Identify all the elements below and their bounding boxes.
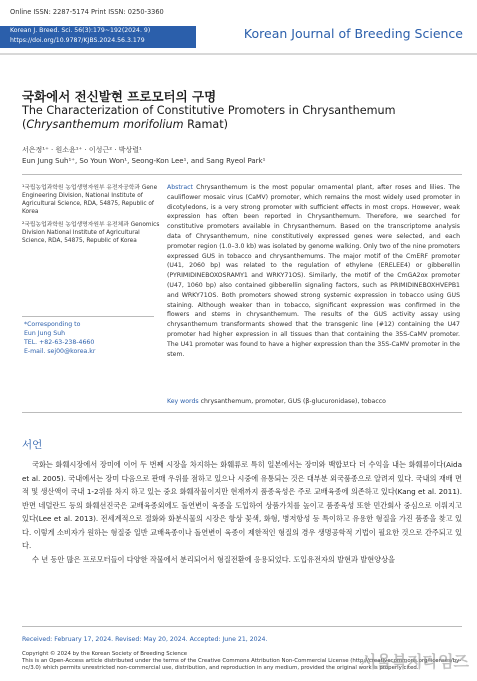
title-korean: 국화에서 전신발현 프로모터의 구명	[22, 89, 217, 104]
accepted-label: Accepted:	[189, 636, 221, 643]
intro-body	[22, 458, 462, 566]
license-text: This is an Open-Access article distributed under the terms of the Creative Commons Attribution Non-Commercial License (http://creativecommons.org/licenses/by-nc/3.0) which permits unrestricted non-commercial use, distribution, and reproduction in any medium, provided the original work is properly cited.	[22, 657, 462, 671]
citation-band	[0, 26, 196, 48]
authors-english: Eun Jung Suh¹⁺, So Youn Won¹, Seong-Kon Lee¹, and Sang Ryeol Park¹	[22, 157, 266, 165]
revised-date: May 20, 2024.	[143, 636, 188, 643]
keywords-divider	[22, 412, 462, 413]
affiliation-1: ¹국립농업과학원 농업생명자원부 유전자공학과 Gene Engineering Division, National Institute of Agricultural Science, RDA, 54875, Republic of Korea	[22, 185, 158, 215]
title-english	[22, 104, 462, 132]
correspondence-label: *Corresponding to	[24, 321, 81, 328]
watermark-logo: 서울복지타임즈	[360, 652, 469, 671]
keywords-text: chrysanthemum, promoter, GUS (β-glucuronidase), tobacco	[200, 398, 386, 405]
keywords	[167, 398, 460, 405]
authors-korean: 서은정¹⁺ · 원소윤¹⁺ · 이성근² · 박상렬¹	[22, 146, 142, 154]
correspondence-divider	[22, 316, 154, 317]
intro-paragraph-2: 수 년 동안 많은 프로모터들이 다양한 작물에서 분리되어서 형질전환에 응용되었다. 도입유전자의 발현과 발현양상을	[32, 554, 395, 564]
header-divider	[0, 53, 477, 55]
authors-divider	[22, 174, 462, 175]
footer-divider	[22, 626, 462, 627]
abstract-text: Chrysanthemum is the most popular ornamental plant, after roses and lilies. The cauliflower mosaic virus (CaMV) promoter, which remains the most widely used promoter in dicotyledons, is a very strong promoter with sufficient effects in most crops. However, weak expression has often been reported in Chrysanthemum. Therefore, we searched for constitutive promoters available in Chrysanthemum. Based on the transcriptome analysis data of Chrysanthemum, nine constitutively expressed genes were selected, and each promoter region (1.0–3.0 kb) was isolated by genome walking. Only two of the nine promoters expressed GUS in tobacco and chrysanthemums. The major motif of the CmERF promoter (U41, 2060 bp) was related to the regulation of ethylene (ERELEE4) or gibberellin (PYRIMIDINEBOXOSRAMY1 and WRKY71OS). Similarly, the motif of the CmGA2ox promoter (U47, 1060 bp) also contained gibberellin signaling factors, such as PRIMIDINEBOXHVEPB1 and WRKY71OS. Both promoters showed strong systemic expression in tobacco using GUS staining. Although weaker than in tobacco, significant expression was confirmed in the flowers and stems in chrysanthemum. The results of the GUS activity assay using chrysanthemum transformants showed that the transgenic line (#12) containing the U47 promoter had higher expression in all tissues than that containing the 35S-CaMV promoter. The U41 promoter was found to have a higher expression than the 35S-CaMV promoter in the stem.	[167, 184, 460, 358]
accepted-date: June 21, 2024.	[222, 636, 268, 643]
received-label: Received:	[22, 636, 53, 643]
issn-line: Online ISSN: 2287-5174 Print ISSN: 0250-3360	[10, 8, 164, 16]
issn-block	[10, 8, 164, 18]
title-species: Chrysanthemum morifolium	[26, 118, 184, 131]
section-title-intro: 서언	[22, 439, 43, 451]
correspondence-block	[24, 320, 154, 356]
correspondence-email[interactable]: E-mail. sej00@korea.kr	[24, 348, 96, 355]
doi-link[interactable]: https://doi.org/10.9787/KJBS.2024.56.3.179	[10, 36, 145, 44]
affiliations	[22, 184, 162, 250]
abstract	[167, 183, 460, 359]
keywords-label: Key words	[167, 398, 199, 405]
received-date: February 17, 2024.	[54, 636, 114, 643]
copyright-line: Copyright © 2024 by the Korean Society of Breeding Science	[22, 651, 188, 657]
affiliation-2: ²국립농업과학원 농업생명자원부 유전체과 Genomics Division National Institute of Agricultural Science, RDA, 54875, Republic of Korea	[22, 222, 160, 244]
title-english-tail: Ramat)	[183, 118, 228, 131]
intro-paragraph-1: 국화는 화훼시장에서 장미에 이어 두 번째 시장을 차지하는 화훼류로 특히 일본에서는 장미와 백합보다 더 수익을 내는 화훼류이다(Aida et al. 2005). 국내에서는 장미 다음으로 판매 우위를 점하고 있으나 시중에 유통되는 것은 대부분 외국품종으로 알려져 있다. 국내의 재배 면적 및 생산액이 국내 1-2위를 차지 하고 있는 중요 화훼작물이지만 현재까지 품종육성은 주로 교배육종에 의존하고 있다(Kang et al. 2011). 반면 네덜란드 등의 화훼선진국은 교배육종외에도 돌연변이 육종을 도입하여 상품가치를 높이고 품종육성 또한 민간회사 중심으로 이뤄지고 있다(Lee et al. 2013). 전세계적으로 절화와 화분식물의 시장은 항상 꽃색, 화형, 병저항성 등 특이하고 유용한 형질을 가진 품종을 찾고 있다. 이렇게 소비자가 원하는 형질중 일반 교배육종이나 돌연변이 육종이 제한적인 형질의 경우 생명공학적 기법이 필요한 것으로 간주되고 있다.	[22, 460, 462, 550]
title-english-main: The Characterization of Constitutive Promoters in Chrysanthemum (	[22, 104, 396, 131]
revised-label: Revised:	[115, 636, 142, 643]
citation-line: Korean J. Breed. Sci. 56(3):179~192(2024. 9)	[10, 27, 151, 34]
abstract-label: Abstract	[167, 184, 193, 191]
correspondence-tel: TEL. +82-63-238-4660	[24, 339, 95, 346]
journal-name: Korean Journal of Breeding Science	[243, 26, 463, 41]
correspondence-name: Eun Jung Suh	[24, 330, 66, 337]
article-dates	[22, 636, 267, 643]
